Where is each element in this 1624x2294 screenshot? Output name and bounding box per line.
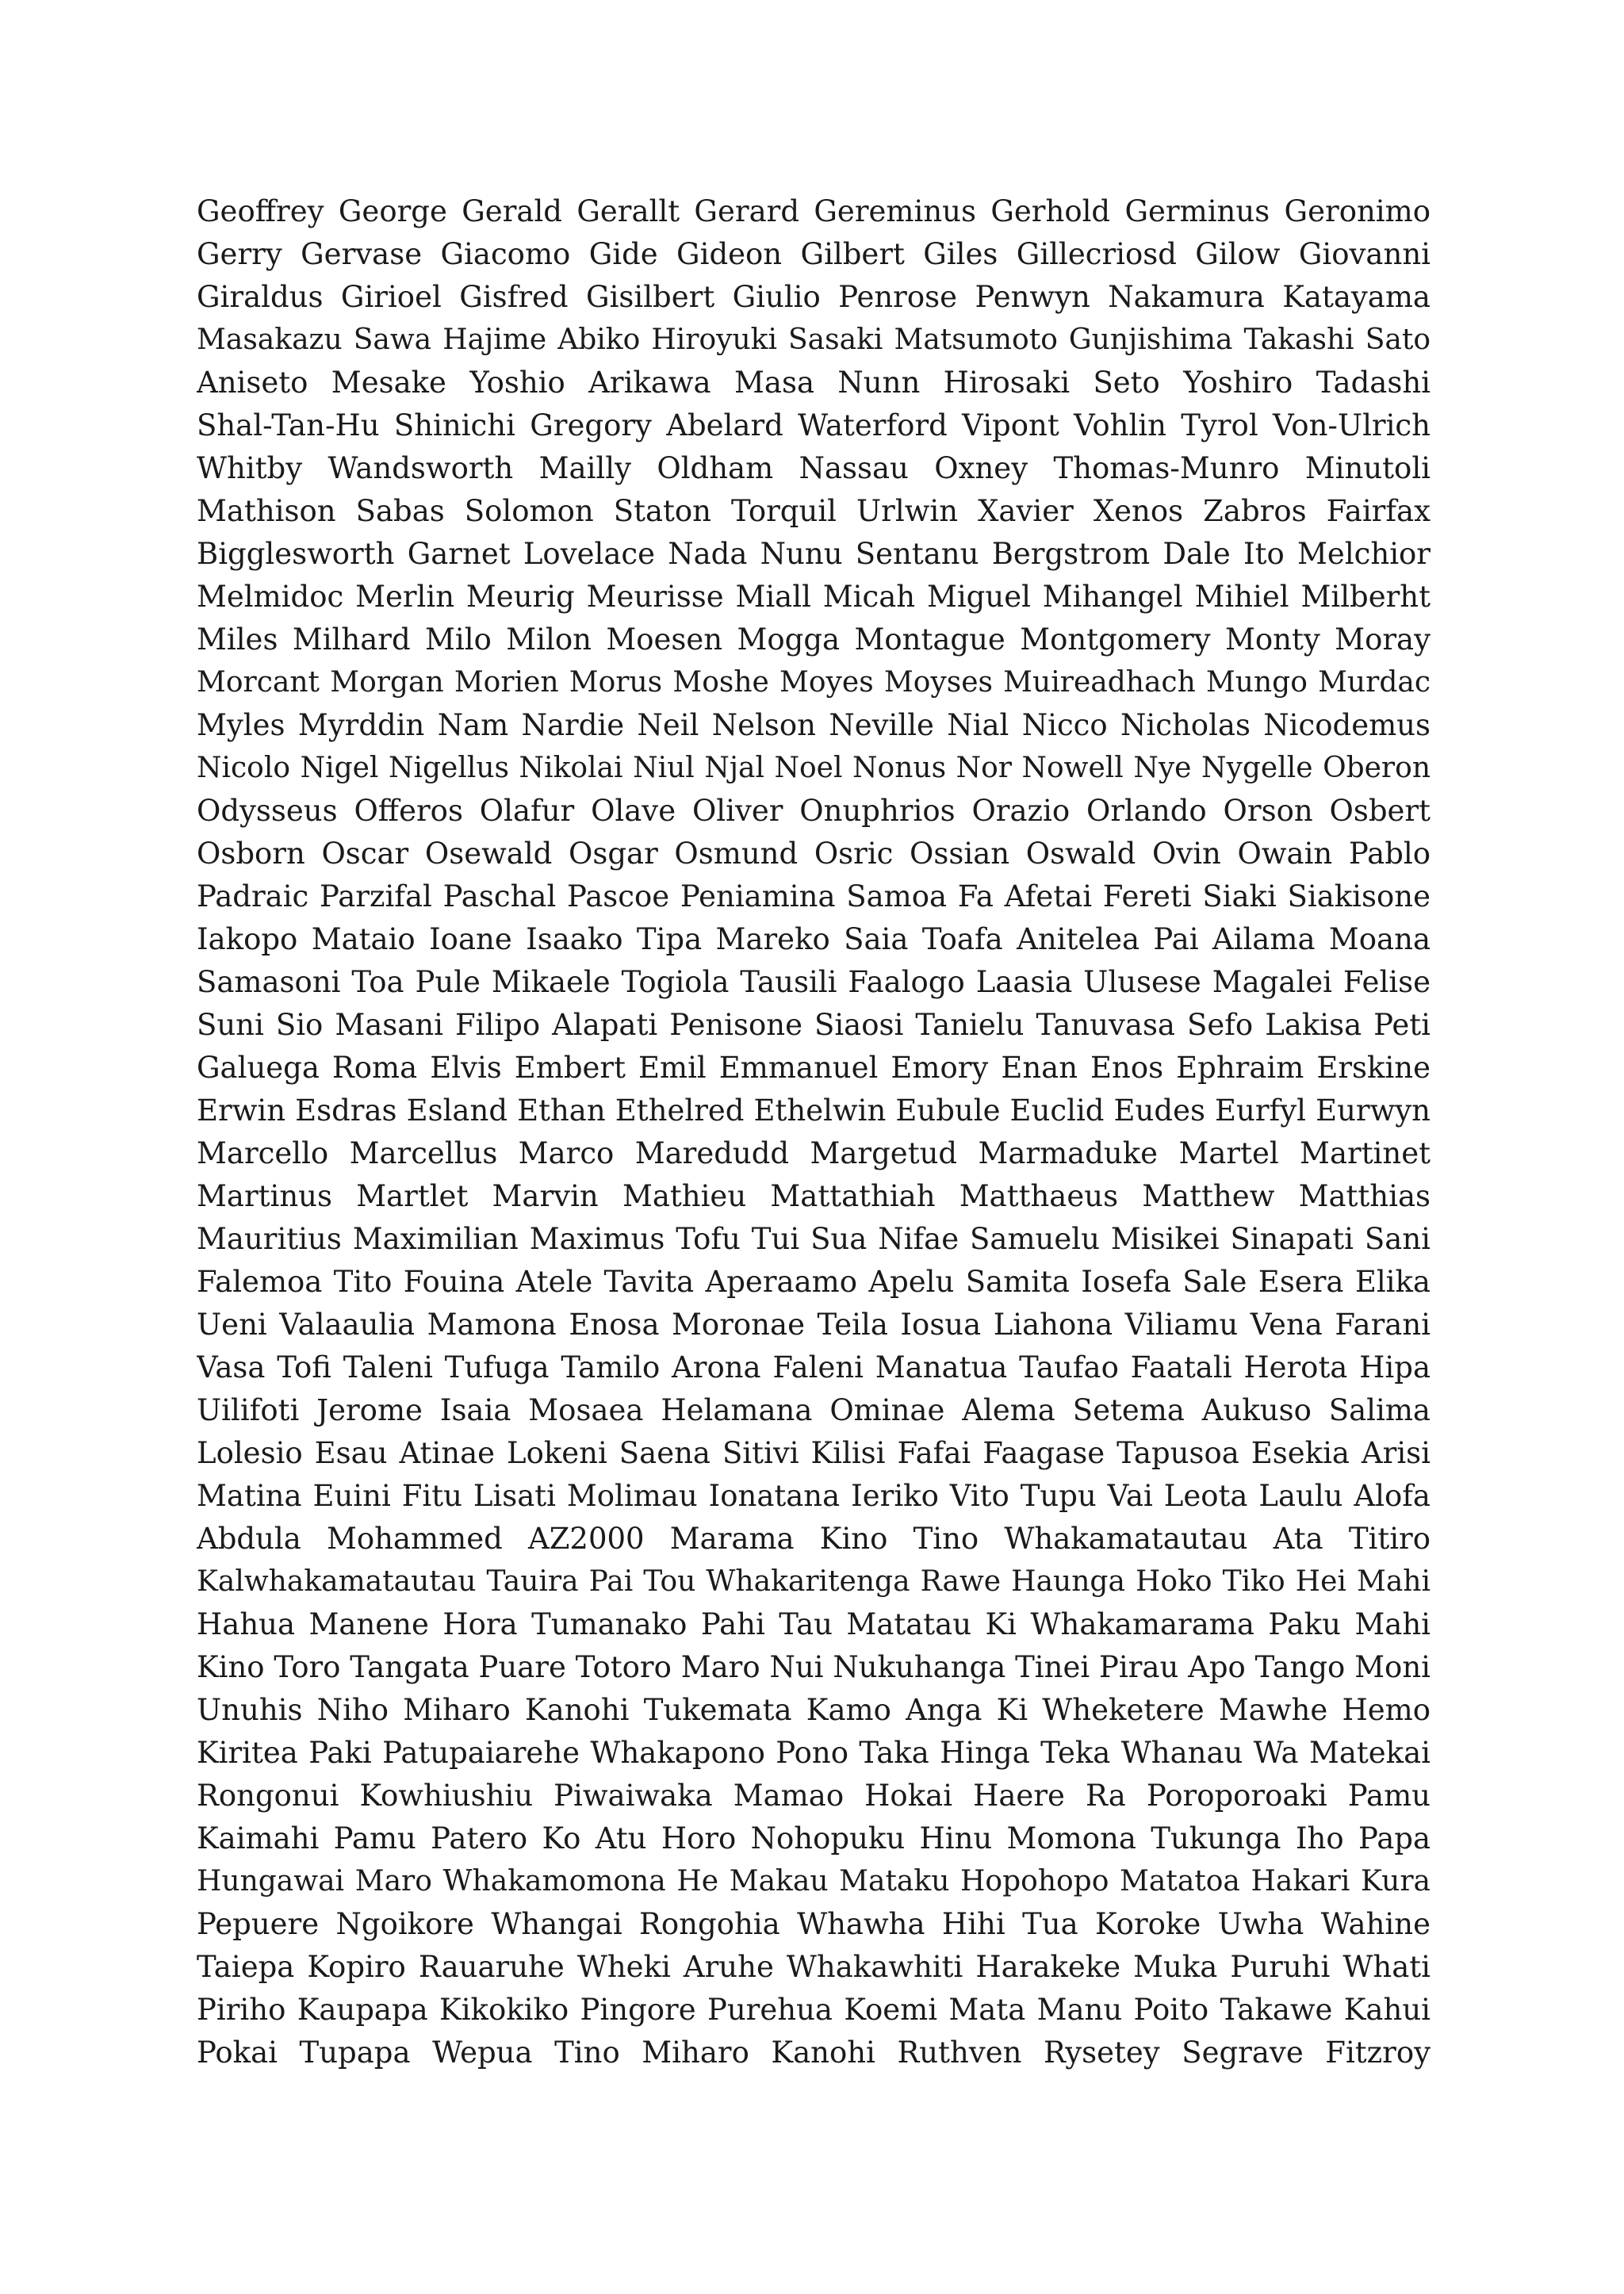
text-line: Whitby Wandsworth Mailly Oldham Nassau Oxney Thomas-Munro Minutoli	[197, 451, 1431, 485]
text-line: Shal-Tan-Hu Shinichi Gregory Abelard Waterford Vipont Vohlin Tyrol Von-Ulrich	[197, 408, 1431, 442]
text-line: Iakopo Mataio Ioane Isaako Tipa Mareko Saia Toafa Anitelea Pai Ailama Moana	[197, 922, 1431, 956]
text-line: Kino Toro Tangata Puare Totoro Maro Nui Nukuhanga Tinei Pirau Apo Tango Moni	[197, 1650, 1431, 1684]
text-line: Kaimahi Pamu Patero Ko Atu Horo Nohopuku Hinu Momona Tukunga Iho Papa	[197, 1821, 1431, 1855]
text-line: Samasoni Toa Pule Mikaele Togiola Tausili Faalogo Laasia Ulusese Magalei Felise	[197, 965, 1431, 999]
text-line: Pokai Tupapa Wepua Tino Miharo Kanohi Ruthven Rysetey Segrave Fitzroy	[197, 2035, 1431, 2070]
text-line: Padraic Parzifal Paschal Pascoe Peniamina Samoa Fa Afetai Fereti Siaki Siakisone	[197, 879, 1431, 913]
text-line: Unuhis Niho Miharo Kanohi Tukemata Kamo Anga Ki Wheketere Mawhe Hemo	[197, 1693, 1431, 1727]
text-line: Gerry Gervase Giacomo Gide Gideon Gilbert Giles Gillecriosd Gilow Giovanni	[197, 237, 1431, 271]
text-line: Marcello Marcellus Marco Maredudd Margetud Marmaduke Martel Martinet	[197, 1136, 1431, 1170]
text-line: Piriho Kaupapa Kikokiko Pingore Purehua Koemi Mata Manu Poito Takawe Kahui	[197, 1993, 1431, 2027]
text-line: Bigglesworth Garnet Lovelace Nada Nunu Sentanu Bergstrom Dale Ito Melchior	[197, 537, 1431, 571]
text-line: Myles Myrddin Nam Nardie Neil Nelson Neville Nial Nicco Nicholas Nicodemus	[197, 708, 1431, 742]
text-line: Uilifoti Jerome Isaia Mosaea Helamana Ominae Alema Setema Aukuso Salima	[197, 1393, 1431, 1427]
text-line: Hungawai Maro Whakamomona He Makau Mataku Hopohopo Matatoa Hakari Kura	[197, 1865, 1431, 1898]
text-line: Kiritea Paki Patupaiarehe Whakapono Pono Taka Hinga Teka Whanau Wa Matekai	[197, 1736, 1431, 1770]
text-line: Ueni Valaaulia Mamona Enosa Moronae Teila Iosua Liahona Viliamu Vena Farani	[197, 1308, 1431, 1342]
text-line: Odysseus Offeros Olafur Olave Oliver Onuphrios Orazio Orlando Orson Osbert	[197, 794, 1431, 828]
text-line: Melmidoc Merlin Meurig Meurisse Miall Micah Miguel Mihangel Mihiel Milberht	[197, 580, 1431, 614]
text-line: Erwin Esdras Esland Ethan Ethelred Ethelwin Eubule Euclid Eudes Eurfyl Eurwyn	[197, 1093, 1431, 1128]
text-line: Masakazu Sawa Hajime Abiko Hiroyuki Sasaki Matsumoto Gunjishima Takashi Sato	[197, 324, 1431, 356]
text-line: Martinus Martlet Marvin Mathieu Mattathiah Matthaeus Matthew Matthias	[197, 1179, 1431, 1213]
text-line: Suni Sio Masani Filipo Alapati Penisone Siaosi Tanielu Tanuvasa Sefo Lakisa Peti	[197, 1008, 1431, 1042]
text-line: Falemoa Tito Fouina Atele Tavita Aperaamo Apelu Samita Iosefa Sale Esera Elika	[197, 1265, 1431, 1299]
text-line: Geoffrey George Gerald Gerallt Gerard Gereminus Gerhold Germinus Geronimo	[197, 194, 1431, 228]
text-line: Matina Euini Fitu Lisati Molimau Ionatana Ieriko Vito Tupu Vai Leota Laulu Alofa	[197, 1479, 1431, 1513]
text-line: Morcant Morgan Morien Morus Moshe Moyes Moyses Muireadhach Mungo Murdac	[197, 666, 1431, 699]
text-line: Hahua Manene Hora Tumanako Pahi Tau Matatau Ki Whakamarama Paku Mahi	[197, 1607, 1431, 1641]
text-line: Nicolo Nigel Nigellus Nikolai Niul Njal Noel Nonus Nor Nowell Nye Nygelle Oberon	[197, 752, 1431, 784]
text-line: Mathison Sabas Solomon Staton Torquil Urlwin Xavier Xenos Zabros Fairfax	[197, 494, 1431, 528]
text-line: Aniseto Mesake Yoshio Arikawa Masa Nunn Hirosaki Seto Yoshiro Tadashi	[197, 366, 1431, 400]
text-line: Taiepa Kopiro Rauaruhe Wheki Aruhe Whakawhiti Harakeke Muka Puruhi Whati	[197, 1950, 1431, 1984]
text-line: Miles Milhard Milo Milon Moesen Mogga Montague Montgomery Monty Moray	[197, 622, 1431, 657]
text-line: Kalwhakamatautau Tauira Pai Tou Whakaritenga Rawe Haunga Hoko Tiko Hei Mahi	[197, 1565, 1431, 1598]
name-list-paragraph	[197, 190, 1431, 2074]
text-line: Lolesio Esau Atinae Lokeni Saena Sitivi Kilisi Fafai Faagase Tapusoa Esekia Arisi	[197, 1436, 1431, 1470]
text-line: Mauritius Maximilian Maximus Tofu Tui Sua Nifae Samuelu Misikei Sinapati Sani	[197, 1222, 1431, 1256]
text-line: Rongonui Kowhiushiu Piwaiwaka Mamao Hokai Haere Ra Poroporoaki Pamu	[197, 1779, 1431, 1813]
text-line: Abdula Mohammed AZ2000 Marama Kino Tino Whakamatautau Ata Titiro	[197, 1522, 1431, 1556]
text-line: Vasa Tofi Taleni Tufuga Tamilo Arona Faleni Manatua Taufao Faatali Herota Hipa	[197, 1350, 1431, 1384]
text-line: Pepuere Ngoikore Whangai Rongohia Whawha Hihi Tua Koroke Uwha Wahine	[197, 1907, 1431, 1941]
text-line: Giraldus Girioel Gisfred Gisilbert Giulio Penrose Penwyn Nakamura Katayama	[197, 280, 1431, 314]
text-line: Galuega Roma Elvis Embert Emil Emmanuel Emory Enan Enos Ephraim Erskine	[197, 1051, 1431, 1085]
text-line: Osborn Oscar Osewald Osgar Osmund Osric Ossian Oswald Ovin Owain Pablo	[197, 837, 1431, 871]
